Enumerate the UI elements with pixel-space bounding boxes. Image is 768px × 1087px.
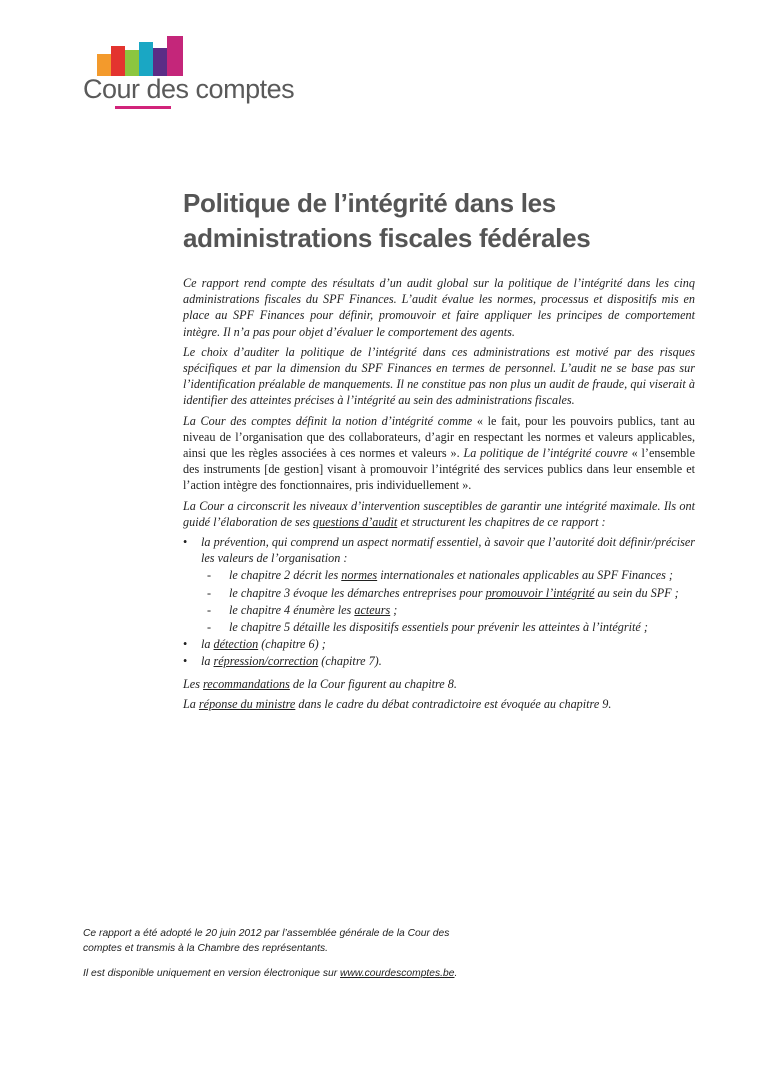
link-reponse-ministre[interactable]: réponse du ministre xyxy=(198,696,296,711)
definition-quote-2: « l’ensemble des instruments [de gestion] visant à promouvoir l’intégrité des services publics dans leur ensemble et l’action intègre des fonctionnaires, pris individuellement ». xyxy=(183,446,695,493)
cour-des-comptes-logo xyxy=(83,36,295,108)
paragraph-integrity-definition xyxy=(183,413,695,494)
detection-text: la détection (chapitre 6) ; xyxy=(201,637,326,652)
paragraph-reponse-ministre: La réponse du ministre dans le cadre du débat contradictoire est évoquée au chapitre 9. xyxy=(183,696,612,711)
logo-bar-2 xyxy=(111,46,125,76)
prevention-text: la prévention, qui comprend un aspect normatif essentiel, à savoir que l’autorité doit définir/préciser les valeurs de l’organisation : xyxy=(201,535,695,566)
dash-marker: - xyxy=(207,568,212,583)
bullet-marker: • xyxy=(183,637,188,652)
link-repression-correction[interactable]: répression/correction xyxy=(213,654,319,669)
title-line-1: Politique de l’intégrité dans les xyxy=(183,188,556,218)
list-item-repression xyxy=(183,653,695,669)
promouvoir-text: le chapitre 3 évoque les démarches entreprises pour promouvoir l’intégrité au sein du SPF ; xyxy=(229,585,679,600)
logo-bar-5 xyxy=(153,48,167,76)
acteurs-text: le chapitre 4 énumère les acteurs ; xyxy=(229,602,398,617)
bullet-marker: • xyxy=(183,535,188,550)
logo-underline xyxy=(115,106,171,109)
bullet-marker: • xyxy=(183,654,188,669)
link-promouvoir-integrite[interactable]: promouvoir l’intégrité xyxy=(485,585,595,600)
link-recommandations[interactable]: recommandations xyxy=(202,676,290,691)
logo-bars-graphic xyxy=(95,36,255,76)
list-item-prevention xyxy=(183,534,695,566)
link-questions-audit[interactable]: questions d’audit xyxy=(312,514,398,529)
link-normes[interactable]: normes xyxy=(341,568,378,583)
dash-marker: - xyxy=(207,620,212,635)
dispositifs-text: le chapitre 5 détaille les dispositifs essentiels pour prévenir les atteintes à l’intégrité ; xyxy=(229,620,648,635)
logo-bar-4 xyxy=(139,42,153,76)
title-line-2: administrations fiscales fédérales xyxy=(183,223,591,253)
repression-text: la répression/correction (chapitre 7). xyxy=(201,654,382,669)
footer-adoption-text: Ce rapport a été adopté le 20 juin 2012 par l’assemblée générale de la Cour des comptes et transmis à la Chambre des représentants. xyxy=(83,928,450,954)
list-subitem-normes xyxy=(201,567,695,583)
definition-intro: La Cour des comptes définit la notion d’intégrité comme xyxy=(183,413,477,428)
paragraph-recommandations: Les recommandations de la Cour figurent au chapitre 8. xyxy=(183,676,457,691)
logo-bar-3 xyxy=(125,50,139,76)
definition-policy: La politique de l’intégrité couvre xyxy=(463,446,632,461)
logo-bar-1 xyxy=(97,54,111,76)
footer-note xyxy=(83,926,483,991)
paragraph-motivation: Le choix d’auditer la politique de l’intégrité dans ces administrations est motivé par des risques spécifiques et par la dimension du SPF Finances en termes de personnel. L’audit ne se base pas sur l’identification préalable de manquements. Il ne constitue pas non plus un audit de fraude, qui viserait à identifier des atteintes précises à l’intégrité au sein des administrations fiscales. xyxy=(183,344,695,408)
definition-quote-1: « le fait, pour les pouvoirs publics, tant au niveau de l’organisation que des collaborateurs, d’agir en respectant les normes et valeurs applicables, ainsi que les règles associées à ces normes et valeurs ». xyxy=(183,413,695,461)
dash-marker: - xyxy=(207,602,212,617)
paragraph-scope: Ce rapport rend compte des résultats d’un audit global sur la politique de l’intégrité dans les cinq administrations fiscales du SPF Finances. L’audit évalue les normes, processus et dispositifs mis en place au SPF Finances pour définir, promouvoir et faire appliquer les principes de comportement intègre. Il n’a pas pour objet d’évaluer le comportement des agents. xyxy=(183,276,695,339)
levels-text-a: La Cour a circonscrit les niveaux d’intervention susceptibles de garantir une intégrité maximale. Ils ont guidé l’élaboration de ses xyxy=(183,498,695,529)
normes-text: le chapitre 2 décrit les normes internationales et nationales applicables au SPF Finances ; xyxy=(229,568,673,583)
logo-bar-6 xyxy=(167,36,183,76)
footer-availability: Il est disponible uniquement en version électronique sur www.courdescomptes.be. xyxy=(83,968,458,979)
link-courdescomptes-website[interactable]: www.courdescomptes.be xyxy=(340,968,455,979)
summary-body xyxy=(183,275,695,716)
logo-wordmark: Cour des comptes xyxy=(83,74,295,104)
list-item-detection xyxy=(183,636,695,652)
list-subitem-acteurs xyxy=(201,602,695,618)
list-subitem-dispositifs xyxy=(201,619,695,635)
link-detection[interactable]: détection xyxy=(213,637,259,652)
paragraph-intervention-levels xyxy=(183,498,695,530)
link-acteurs[interactable]: acteurs xyxy=(354,602,391,617)
list-subitem-promouvoir xyxy=(201,585,695,601)
dash-marker: - xyxy=(207,585,212,600)
levels-text-b: et structurent les chapitres de ce rapport : xyxy=(397,514,606,529)
document-title xyxy=(183,186,703,256)
